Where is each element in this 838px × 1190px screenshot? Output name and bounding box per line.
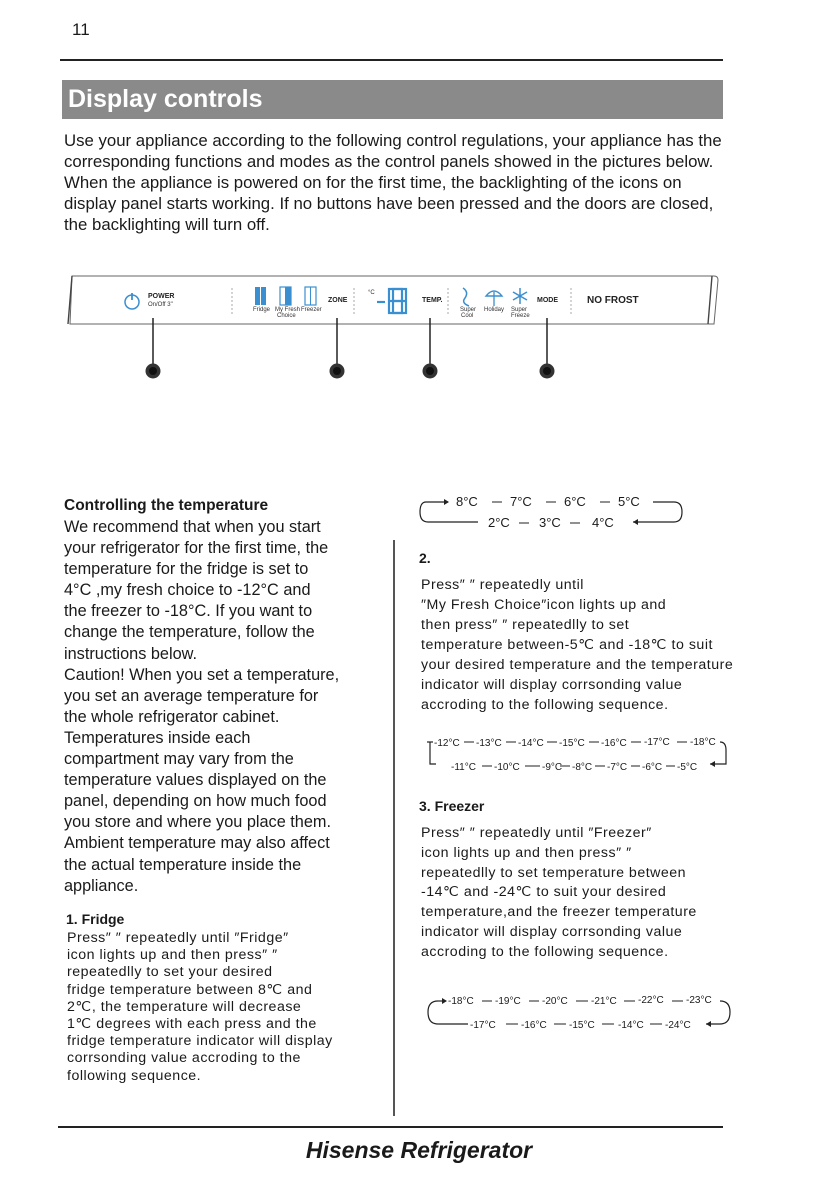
body-line: instructions below. [64, 644, 198, 663]
my-fresh-choice-instructions [421, 575, 801, 715]
power-sub-label: On/Off 3" [148, 302, 173, 308]
fridge-line: corrsonding value accroding to the [67, 1050, 301, 1067]
panel-brand: NO FROST [587, 295, 639, 306]
fridge-seq-bottom-1: 3°C [539, 515, 561, 530]
freezer-seq-top-2: -20°C [542, 996, 568, 1007]
fridge-sequence [418, 490, 688, 536]
fresh-seq-bottom-4: -7°C [607, 762, 628, 773]
fresh-seq-bottom-6: -5°C [677, 762, 698, 773]
fresh-seq-bottom-5: -6°C [642, 762, 663, 773]
freezer-seq-bottom-4: -24°C [665, 1020, 691, 1031]
fridge-seq-bottom-0: 2°C [488, 515, 510, 530]
freezer-line: indicator will display corrsonding value [421, 923, 683, 940]
fridge-heading: 1. Fridge [66, 911, 125, 927]
temp-button-marker [423, 364, 438, 379]
body-line: Caution! When you set a temperature, [64, 665, 340, 684]
freezer-seq-top-5: -23°C [686, 995, 712, 1006]
body-line: We recommend that when you start [64, 518, 321, 536]
fresh-choice-sequence [424, 732, 734, 774]
fridge-line: icon lights up and then press″ ″ [67, 947, 278, 964]
fresh-seq-bottom-1: -10°C [494, 762, 520, 773]
body-line: temperature for the fridge is set to [64, 560, 309, 579]
fridge-line: 2℃, the temperature will decrease [67, 998, 302, 1015]
zone-button-marker [330, 364, 345, 379]
fresh-line: your desired temperature and the temperature [421, 657, 734, 673]
fridge-line: repeatedlly to set your desired [67, 964, 273, 981]
body-line: 4°C ,my fresh choice to -12°C and [64, 581, 311, 600]
intro-paragraph: Use your appliance according to the following control regulations, your appliance has the corresponding functions and modes as the control panels showed in the pictures below. When the appliance is powered on for the first time, the backlighting of the icons on display panel starts working. If no buttons have been pressed and the doors are closed, the backlighting will turn off. [64, 131, 722, 234]
mode-super2-label: Super [511, 307, 528, 313]
fresh-seq-bottom-3: -8°C [572, 762, 593, 773]
fresh-line: accroding to the following sequence. [421, 697, 669, 713]
mode-cool-label: Cool [461, 313, 474, 319]
fresh-seq-top-0: -12°C [434, 738, 460, 749]
mode-button-label: MODE [537, 297, 558, 304]
freezer-seq-bottom-0: -17°C [470, 1020, 496, 1031]
fresh-line: temperature between-5℃ and -18℃ to suit [421, 637, 713, 653]
body-line: panel, depending on how much food [64, 792, 327, 811]
fresh-seq-top-3: -15°C [559, 738, 585, 749]
freezer-seq-bottom-2: -15°C [569, 1020, 595, 1031]
freezer-seq-bottom-3: -14°C [618, 1020, 644, 1031]
fridge-line: Press″ ″ repeatedly until ″Fridge″ [67, 930, 289, 946]
top-rule [60, 59, 723, 61]
freezer-seq-top-0: -18°C [448, 996, 474, 1007]
section-title: Display controls [62, 80, 723, 119]
freezer-seq-top-1: -19°C [495, 996, 521, 1007]
fridge-seq-top-1: 7°C [510, 494, 532, 509]
controlling-temperature-body [64, 517, 384, 897]
body-line: temperature values displayed on the [64, 771, 327, 790]
my-fresh-choice-heading: 2. [419, 550, 431, 566]
fridge-seq-bottom-2: 4°C [592, 515, 614, 530]
fresh-line: indicator will display corrsonding value [421, 677, 683, 693]
fresh-line: ″My Fresh Choice″icon lights up and [421, 597, 667, 613]
body-line: compartment may vary from the [64, 750, 294, 769]
freezer-seq-top-4: -22°C [638, 995, 664, 1006]
mode-super-label: Super [460, 307, 477, 313]
fridge-seq-top-3: 5°C [618, 494, 640, 509]
fridge-line: following sequence. [67, 1067, 202, 1084]
freezer-instructions [421, 824, 801, 963]
zone-myfresh-label: My Fresh [275, 307, 301, 313]
fridge-line: fridge temperature indicator will display [67, 1033, 333, 1050]
body-line: you set an average temperature for [64, 686, 319, 705]
fridge-line: 1℃ degrees with each press and the [67, 1016, 317, 1033]
zone-choice-label: Choice [277, 313, 296, 319]
freezer-line: icon lights up and then press″ ″ [421, 844, 632, 861]
body-line: your refrigerator for the first time, the [64, 539, 329, 558]
fresh-line: Press″ ″ repeatedly until [421, 577, 584, 593]
freezer-seq-bottom-1: -16°C [521, 1020, 547, 1031]
fridge-line: fridge temperature between 8℃ and [67, 981, 313, 998]
body-line: change the temperature, follow the [64, 623, 315, 642]
body-line: appliance. [64, 876, 139, 895]
freezer-line: -14℃ and -24℃ to suit your desired [421, 884, 667, 901]
unit-label: °C [368, 290, 375, 296]
fresh-seq-bottom-0: -11°C [451, 762, 476, 773]
mode-freeze-label: Freeze [511, 313, 530, 319]
fridge-zone-icon [255, 287, 266, 305]
mode-holiday-label: Holiday [484, 307, 505, 313]
body-line: the actual temperature inside the [64, 855, 302, 874]
freezer-line: temperature,and the freezer temperature [421, 904, 697, 921]
fresh-seq-bottom-2: -9°C [542, 762, 563, 773]
zone-button-label: ZONE [328, 297, 348, 304]
fridge-instructions [67, 930, 387, 1085]
fresh-seq-top-2: -14°C [518, 738, 544, 749]
fridge-seq-top-2: 6°C [564, 494, 586, 509]
fresh-line: then press″ ″ repeatedlly to set [421, 617, 630, 633]
controlling-temperature-heading: Controlling the temperature [64, 497, 269, 514]
column-divider [393, 540, 395, 1116]
mode-button-marker [540, 364, 555, 379]
body-line: the freezer to -18°C. If you want to [64, 602, 313, 621]
footer-brand: Hisense Refrigerator [305, 1137, 533, 1163]
body-line: Ambient temperature may also affect [64, 834, 330, 853]
freezer-line: Press″ ″ repeatedly until ″Freezer″ [421, 825, 652, 841]
freezer-seq-top-3: -21°C [591, 996, 617, 1007]
button-callouts [140, 314, 560, 384]
page-number: 11 [72, 20, 90, 39]
power-button-marker [146, 364, 161, 379]
freezer-heading: 3. Freezer [419, 798, 485, 814]
fresh-seq-top-6: -18°C [690, 737, 716, 748]
fridge-seq-top-0: 8°C [456, 494, 478, 509]
power-label: POWER [148, 293, 175, 300]
zone-freezer-label: Freezer [301, 307, 322, 313]
freezer-line: accroding to the following sequence. [421, 943, 669, 960]
bottom-rule [58, 1126, 723, 1128]
body-line: Temperatures inside each [64, 728, 251, 747]
fresh-seq-top-1: -13°C [476, 738, 502, 749]
fresh-seq-top-5: -17°C [644, 737, 670, 748]
fresh-seq-top-4: -16°C [601, 738, 627, 749]
body-line: you store and where you place them. [64, 813, 331, 832]
zone-fridge-label: Fridge [253, 307, 271, 313]
temp-button-label: TEMP. [422, 297, 443, 304]
body-line: the whole refrigerator cabinet. [64, 707, 280, 726]
freezer-sequence [424, 990, 736, 1034]
freezer-line: repeatedlly to set temperature between [421, 864, 687, 881]
